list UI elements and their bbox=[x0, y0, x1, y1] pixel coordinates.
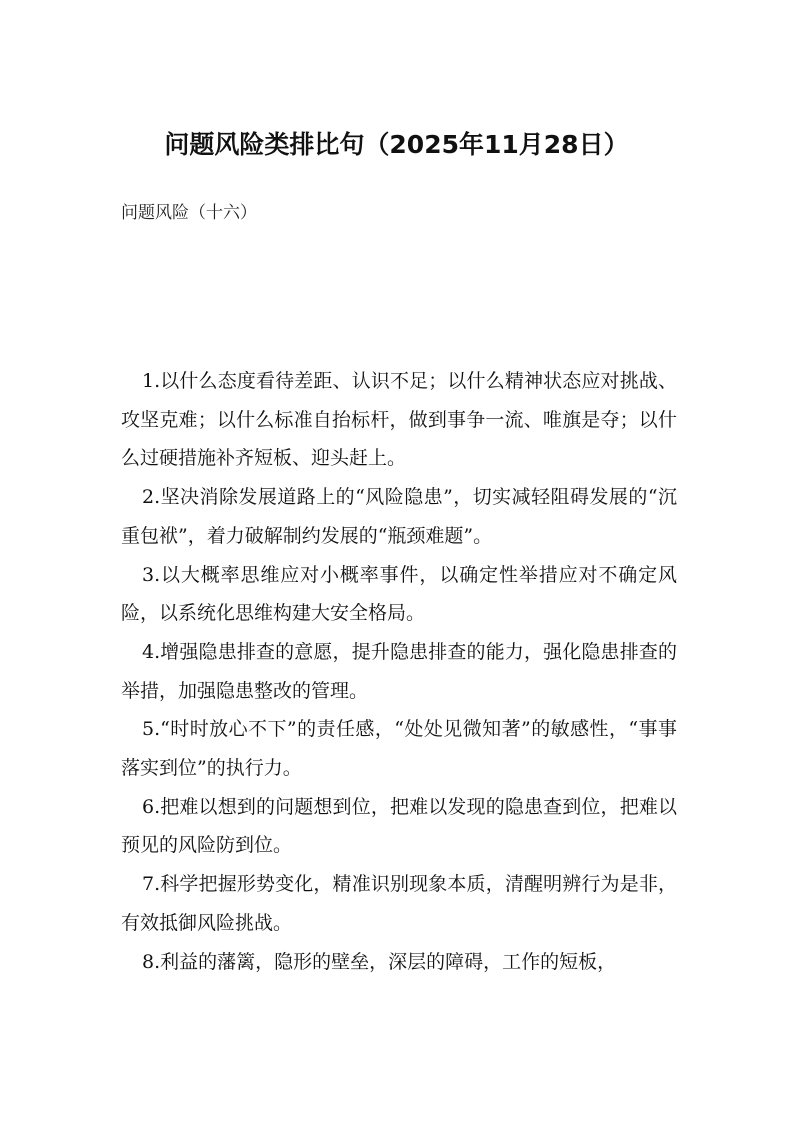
paragraph-4: 4.增强隐患排查的意愿，提升隐患排查的能力，强化隐患排查的举措，加强隐患整改的管理。 bbox=[121, 640, 677, 702]
document-body bbox=[121, 362, 677, 981]
document-title: 问题风险类排比句（2025年11月28日） bbox=[164, 130, 629, 159]
paragraph-1: 1.以什么态度看待差距、认识不足；以什么精神状态应对挑战、攻坚克难；以什么标准自抬标杆，做到事争一流、唯旗是夺；以什么过硬措施补齐短板、迎头赶上。 bbox=[121, 370, 677, 470]
paragraph-5: 5.“时时放心不下”的责任感，“处处见微知著”的敏感性，“事事落实到位”的执行力。 bbox=[121, 718, 677, 780]
paragraph-7: 7.科学把握形势变化，精准识别现象本质，清醒明辨行为是非，有效抵御风险挑战。 bbox=[121, 873, 677, 934]
paragraph-8: 8.利益的藩篱，隐形的壁垒，深层的障碍，工作的短板， bbox=[142, 950, 617, 973]
paragraph-3: 3.以大概率思维应对小概率事件，以确定性举措应对不确定风险，以系统化思维构建大安全格局。 bbox=[121, 563, 677, 625]
paragraph-2: 2.坚决消除发展道路上的“风险隐患”，切实减轻阻碍发展的“沉重包袱”，着力破解制约发展的“瓶颈难题”。 bbox=[121, 486, 677, 547]
paragraph-6: 6.把难以想到的问题想到位，把难以发现的隐患查到位，把难以预见的风险防到位。 bbox=[121, 795, 677, 857]
document-subtitle: 问题风险（十六） bbox=[121, 203, 257, 223]
